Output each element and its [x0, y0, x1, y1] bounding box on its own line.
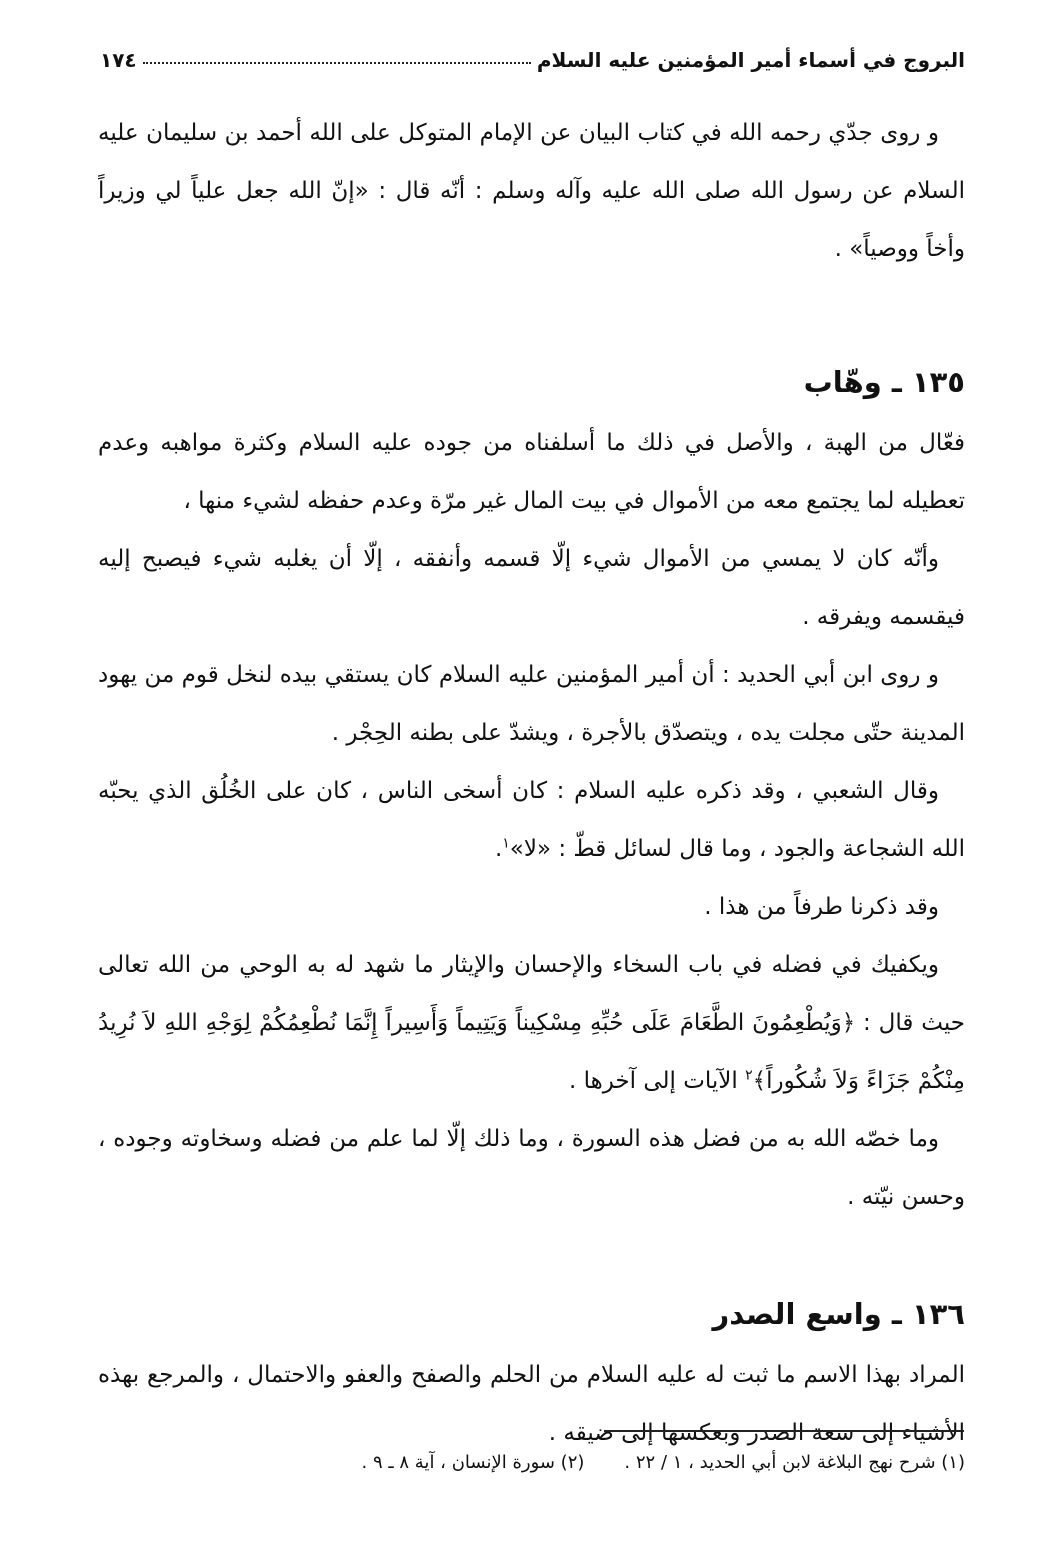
footnotes [98, 1448, 965, 1478]
section-spacer [98, 278, 965, 350]
section-spacer [98, 1226, 965, 1282]
section-135-paragraph-6-tail: الآيات إلى آخرها . [568, 1068, 746, 1094]
header-dotted-leader [143, 62, 531, 64]
footnote-divider [604, 1430, 964, 1432]
opening-paragraph: و روى جدّي رحمه الله في كتاب البيان عن الإمام المتوكل على الله أحمد بن سليمان عليه السلام عن رسول الله صلى الله عليه وآله وسلم : أنّه قال : «إنّ الله جعل علياً لي وزيراً وأخاً ووصياً» . [98, 120, 965, 262]
section-135-paragraph-6 [98, 936, 965, 1110]
section-135-heading: ١٣٥ ـ وهّاب [803, 365, 965, 399]
header-title: البروج في أسماء أمير المؤمنين عليه السلام [536, 48, 965, 72]
footnote-1: (١) شرح نهج البلاغة لابن أبي الحديد ، ١ / ٢٢ . [624, 1452, 965, 1473]
section-135-paragraph-1: فعّال من الهبة ، والأصل في ذلك ما أسلفناه من جوده عليه السلام وكثرة مواهبه وعدم تعطيله لما يجتمع معه من الأموال في بيت المال غير مرّة وعدم حفظه لشيء منها ، [98, 430, 965, 514]
section-135-paragraph-7: وما خصّه الله به من فضل هذه السورة ، وما ذلك إلّا لما علم من فضله وسخاوته وجوده ، وحسن نيّته . [98, 1126, 965, 1210]
running-header [100, 38, 965, 72]
section-135-paragraph-6-text: ويكفيك في فضله في باب السخاء والإحسان والإيثار ما شهد له به الوحي من الله تعالى حيث قال : ﴿وَيُطْعِمُونَ الطَّعَامَ عَلَى حُبِّهِ مِسْكِيناً وَيَتِيماً وَأَسِيراً إِنَّمَا نُطْعِمُكُمْ لِوَجْهِ اللهِ لاَ نُرِيدُ مِنْكُمْ جَزَاءً وَلاَ شُكُوراً﴾ [98, 952, 965, 1094]
footnote-2: (٢) سورة الإنسان ، آية ٨ ـ ٩ . [361, 1452, 585, 1473]
section-135-paragraph-2: وأنّه كان لا يمسي من الأموال شيء إلّا قسمه وأنفقه ، إلّا أن يغلبه شيء فيصبح إليه فيقسمه ويفرقه . [98, 546, 965, 630]
section-135-paragraph-5: وقد ذكرنا طرفاً من هذا . [704, 894, 939, 920]
footnote-marker-1: ١ [502, 835, 510, 852]
section-135-paragraph-4-text: وقال الشعبي ، وقد ذكره عليه السلام : كان أسخى الناس ، كان على الخُلُق الذي يحبّه الله الشجاعة والجود ، وما قال لسائل قطّ : «لا» [98, 778, 965, 862]
page-body [98, 104, 965, 1462]
footnote-marker-2: ٢ [745, 1067, 753, 1084]
section-135-paragraph-3: و روى ابن أبي الحديد : أن أمير المؤمنين عليه السلام كان يستقي بيده لنخل قوم من يهود المدينة حتّى مجلت يده ، ويتصدّق بالأجرة ، ويشدّ على بطنه الحِجْر . [98, 662, 965, 746]
section-135-paragraph-4: وقال الشعبي ، وقد ذكره عليه السلام : كان أسخى الناس ، كان على الخُلُق الذي يحبّه الله الشجاعة والجود ، وما قال لسائل قطّ : «لا»$^١$. [98, 778, 965, 862]
page-number: ١٧٤ [100, 48, 137, 72]
section-136-heading: ١٣٦ ـ واسع الصدر [712, 1297, 965, 1331]
section-136-paragraph: المراد بهذا الاسم ما ثبت له عليه السلام من الحلم والصفح والعفو والاحتمال ، والمرجع بهذه الأشياء إلى سعة الصدر وبعكسها إلى ضيقه . [98, 1362, 965, 1446]
